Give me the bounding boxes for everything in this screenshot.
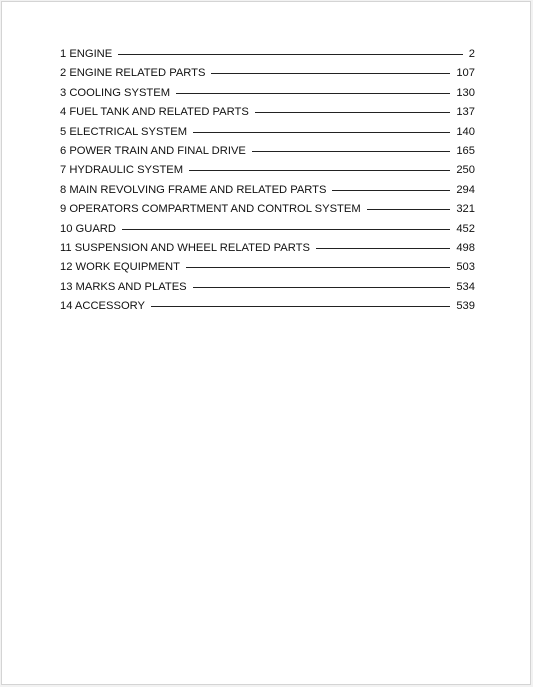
- toc-leader-line: [193, 132, 450, 133]
- toc-leader-line: [255, 112, 451, 113]
- toc-entry-title: 6 POWER TRAIN AND FINAL DRIVE: [60, 144, 246, 157]
- toc-leader-line: [151, 306, 450, 307]
- toc-leader-line: [252, 151, 450, 152]
- toc-entry-page: 250: [456, 164, 475, 177]
- toc-entry[interactable]: [60, 281, 475, 300]
- toc-leader-line: [211, 73, 450, 74]
- toc-entry-page: 137: [456, 106, 475, 119]
- toc-entry[interactable]: [60, 87, 475, 106]
- toc-entry[interactable]: [60, 67, 475, 86]
- toc-entry[interactable]: [60, 48, 475, 67]
- toc-leader-line: [176, 93, 450, 94]
- toc-leader-line: [186, 267, 450, 268]
- toc-entry-title: 5 ELECTRICAL SYSTEM: [60, 125, 188, 138]
- toc-entry-title: 1 ENGINE: [60, 48, 113, 60]
- toc-entry[interactable]: [60, 184, 475, 203]
- toc-entry-title: 7 HYDRAULIC SYSTEM: [60, 164, 184, 177]
- toc-entry-title: 11 SUSPENSION AND WHEEL RELATED PARTS: [60, 241, 310, 254]
- toc-leader-line: [193, 287, 451, 288]
- toc-entry-page: 165: [456, 144, 475, 157]
- toc-entry[interactable]: [60, 261, 475, 280]
- toc-entry-page: 503: [456, 261, 475, 274]
- toc-entry-page: 534: [456, 280, 475, 293]
- toc-entry[interactable]: [60, 203, 475, 222]
- toc-entry-title: 3 COOLING SYSTEM: [60, 86, 171, 99]
- toc-entry[interactable]: [60, 223, 475, 242]
- toc-entry-page: 130: [456, 86, 475, 99]
- toc-entry-title: 12 WORK EQUIPMENT: [60, 261, 180, 274]
- toc-entry-page: 2: [468, 48, 475, 60]
- toc-leader-line: [118, 54, 463, 55]
- toc-entry-title: 8 MAIN REVOLVING FRAME AND RELATED PARTS: [60, 183, 327, 196]
- toc-entry-page: 452: [456, 222, 475, 235]
- toc-leader-line: [189, 170, 450, 171]
- toc-entry-title: 10 GUARD: [60, 222, 116, 235]
- toc-entry[interactable]: [60, 164, 475, 183]
- toc-entry-page: 140: [456, 125, 475, 138]
- toc-entry-page: 294: [456, 183, 475, 196]
- toc-entry-title: 2 ENGINE RELATED PARTS: [60, 67, 206, 80]
- document-page: [1, 1, 531, 685]
- toc-entry[interactable]: [60, 106, 475, 125]
- toc-entry[interactable]: [60, 300, 475, 319]
- toc-entry[interactable]: [60, 126, 475, 145]
- toc-entry-title: 9 OPERATORS COMPARTMENT AND CONTROL SYSTEM: [60, 203, 361, 216]
- toc-entry[interactable]: [60, 145, 475, 164]
- toc-entry-title: 14 ACCESSORY: [60, 300, 145, 313]
- toc-leader-line: [367, 209, 451, 210]
- toc-entry-title: 4 FUEL TANK AND RELATED PARTS: [60, 106, 249, 119]
- toc-entry-page: 539: [456, 300, 475, 313]
- toc-entry-page: 107: [456, 67, 475, 80]
- toc-leader-line: [316, 248, 450, 249]
- toc-entry-page: 498: [456, 241, 475, 254]
- toc-entry-page: 321: [456, 203, 475, 216]
- toc-entry[interactable]: [60, 242, 475, 261]
- table-of-contents: [60, 48, 475, 319]
- toc-leader-line: [332, 190, 450, 191]
- toc-leader-line: [122, 229, 450, 230]
- toc-entry-title: 13 MARKS AND PLATES: [60, 280, 187, 293]
